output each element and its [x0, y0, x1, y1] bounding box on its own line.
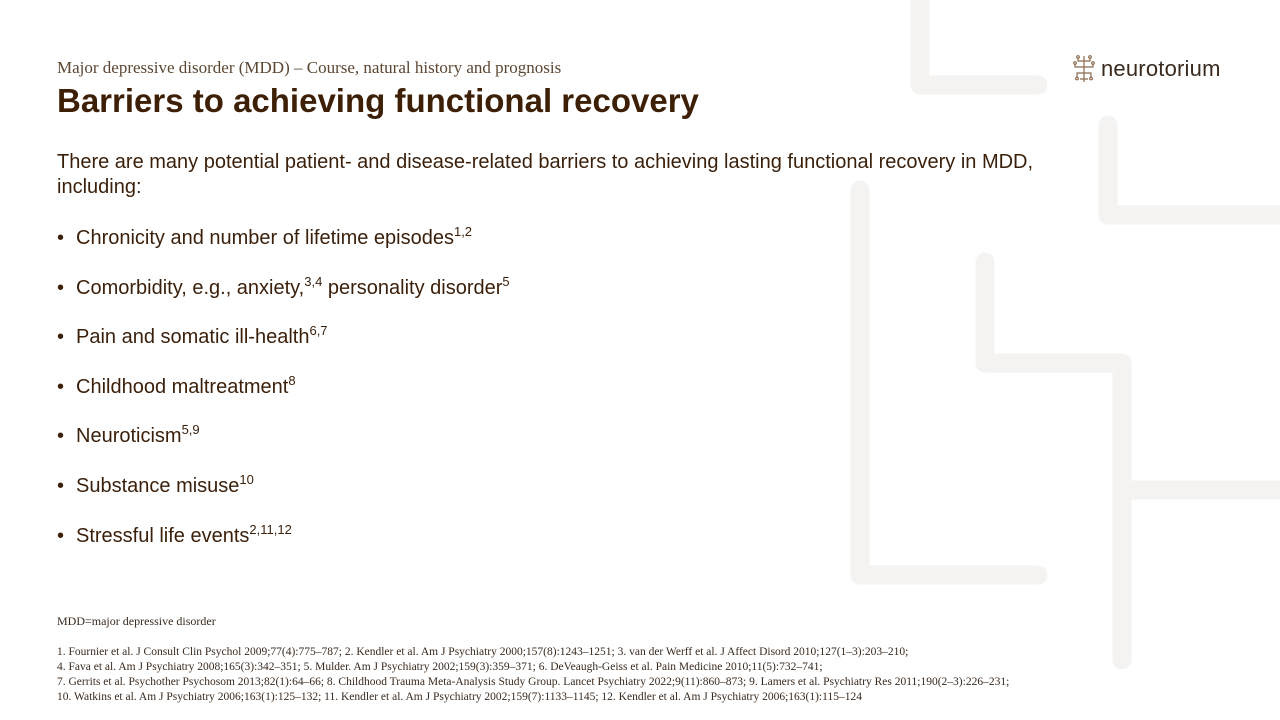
- list-item: [57, 472, 510, 522]
- list-item: [57, 274, 510, 324]
- list-item: [57, 422, 510, 472]
- list-item-text: Substance misuse: [76, 474, 240, 497]
- logo-text: neurotorium: [1101, 56, 1221, 81]
- citation-superscript: 2,11,12: [249, 521, 292, 537]
- list-item: [57, 522, 510, 572]
- list-item-text: personality disorder: [322, 276, 503, 299]
- list-item-text: Childhood maltreatment: [76, 375, 289, 398]
- list-item-text: Stressful life events: [76, 524, 250, 547]
- reference-line: 1. Fournier et al. J Consult Clin Psychol 2009;77(4):775–787; 2. Kendler et al. Am J Psychiatry 2000;157(8):1243–1251; 3. van der Werff et al. J Affect Disord 2010;127(1–3):203–210;: [57, 646, 909, 658]
- citation-superscript: 8: [288, 372, 296, 388]
- list-item-text: Comorbidity, e.g., anxiety,: [76, 276, 305, 299]
- list-item: [57, 323, 510, 373]
- reference-line: 7. Gerrits et al. Psychother Psychosom 2013;82(1):64–66; 8. Childhood Trauma Meta-Analysis Study Group. Lancet Psychiatry 2022;9(11):860–873; 9. Lamers et al. Psychiatry Res 2011;190(2–3):226–231;: [57, 676, 1010, 688]
- intro-paragraph: There are many potential patient- and disease-related barriers to achieving lasting functional recovery in MDD, including:: [57, 151, 1034, 198]
- page-title: Barriers to achieving functional recovery: [57, 82, 699, 119]
- bullet-icon: •: [57, 425, 65, 448]
- bullet-icon: •: [57, 474, 65, 497]
- list-item: [57, 224, 510, 274]
- list-item-text: Pain and somatic ill-health: [76, 326, 310, 349]
- list-item: [57, 373, 510, 423]
- reference-line: 4. Fava et al. Am J Psychiatry 2008;165(3):342–351; 5. Mulder. Am J Psychiatry 2002;159(3):359–371; 6. DeVeaugh-Geiss et al. Pain Medicine 2010;11(5):732–741;: [57, 661, 823, 673]
- citation-superscript: 5: [502, 273, 510, 289]
- barrier-list: [57, 224, 510, 571]
- citation-superscript: 6,7: [309, 323, 328, 339]
- neurotorium-logo[interactable]: [1071, 53, 1221, 85]
- bullet-icon: •: [57, 375, 65, 398]
- list-item-text: Chronicity and number of lifetime episodes: [76, 227, 454, 249]
- citation-superscript: 5,9: [181, 422, 200, 438]
- section-subtitle: Major depressive disorder (MDD) – Course, natural history and prognosis: [57, 58, 562, 77]
- brain-icon: [1071, 53, 1097, 85]
- bullet-icon: •: [57, 276, 65, 299]
- bullet-icon: •: [57, 524, 65, 547]
- bullet-icon: •: [57, 326, 65, 349]
- citation-superscript: 1,2: [453, 224, 473, 239]
- bullet-icon: •: [57, 227, 65, 249]
- reference-line: 10. Watkins et al. Am J Psychiatry 2006;163(1):125–132; 11. Kendler et al. Am J Psychiatry 2002;159(7):1133–1145; 12. Kendler et al. Am J Psychiatry 2006;163(1):115–124: [57, 691, 862, 703]
- citation-superscript: 10: [239, 471, 254, 487]
- references-list: [57, 645, 1009, 705]
- abbreviation-note: MDD=major depressive disorder: [57, 614, 216, 628]
- citation-superscript: 3,4: [304, 273, 323, 289]
- list-item-text: Neuroticism: [76, 425, 182, 448]
